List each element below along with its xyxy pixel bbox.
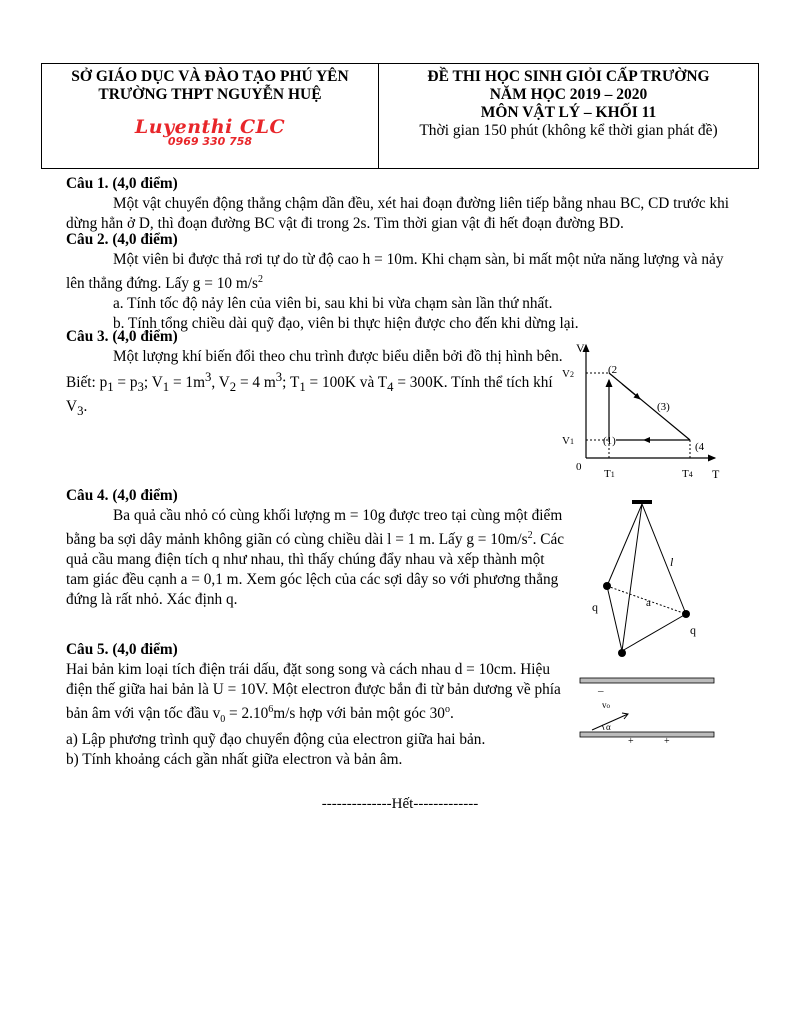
time-note: Thời gian 150 phút (không kể thời gian phát đề) — [419, 122, 718, 139]
side-left — [607, 586, 622, 651]
question-1-text: Một vật chuyển động thẳng chậm dần đều, xét hai đoạn đường liên tiếp bằng nhau BC, CD trước khi dừng hẳn ở D, thì đoạn đường BC vật đi trong 2s. Tìm thời gian vật đi hết đoạn đường BD. — [66, 195, 730, 232]
vt-cycle-diagram — [560, 340, 730, 490]
question-3-text: Một lượng khí biến đổi theo chu trình được biểu diễn bởi đồ thị hình bên. Biết: $p_1 = p_3$; $V_1 = 1m^3$, $V_2 = 4$ $m^3$; $T_1 = 100K$ và $T_4 = 300K$. Tính thể tích khí $V_3$. — [66, 348, 563, 419]
parallel-plates-diagram — [578, 672, 718, 747]
question-4-text: Ba quả cầu nhỏ có cùng khối lượng m = 10g được treo tại cùng một điểm bằng ba sợi dây mảnh không giãn có cùng chiều dài l = 1 m. Lấy $g = 10m/s^2$. Các quả cầu mang điện tích q như nhau, thì thấy chúng đẩy nhau và xếp thành một tam giác đều cạnh a = 0,1 m. Xem góc lệch của các sợi dây so với phương thẳng đứng là rất nhỏ. Xác định q. — [66, 507, 565, 609]
question-1-title: Câu 1. (4,0 điểm) — [66, 175, 178, 192]
question-2 — [66, 230, 734, 334]
plus-sign-1: + — [628, 736, 634, 747]
alpha-label: α — [606, 722, 611, 732]
state-4-label: (4 — [695, 441, 705, 453]
v1-label: V1 — [562, 435, 574, 447]
angle-arc — [602, 725, 604, 730]
question-2-title: Câu 2. (4,0 điểm) — [66, 231, 178, 248]
process-2-4 — [609, 373, 690, 440]
state-2-label: (2 — [608, 364, 618, 376]
charge-left-label: q — [592, 600, 598, 614]
t1-label: T1 — [604, 468, 615, 480]
sphere-front — [618, 649, 626, 657]
header-right — [379, 64, 758, 168]
positive-plate — [580, 732, 714, 737]
thread-front — [622, 504, 642, 651]
question-3-title: Câu 3. (4,0 điểm) — [66, 328, 178, 345]
side-bottom — [622, 614, 686, 651]
question-2-text: Một viên bi được thả rơi tự do từ độ cao h = 10m. Khi chạm sàn, bi mất một nửa năng lượng và nảy lên thẳng đứng. Lấy g = 10 $m/s^2$ — [66, 251, 724, 293]
department-name: SỞ GIÁO DỤC VÀ ĐÀO TẠO PHÚ YÊN — [71, 68, 349, 85]
process-2-4-arrow — [622, 384, 640, 399]
state-3-label: (3) — [657, 401, 670, 413]
side-a-label: a — [646, 597, 651, 609]
question-5 — [66, 640, 566, 770]
t-axis-label: T — [712, 467, 720, 481]
t4-label: T4 — [682, 468, 693, 480]
sphere-right — [682, 610, 690, 618]
exam-title: ĐỀ THI HỌC SINH GIỎI CẤP TRƯỜNG — [427, 68, 710, 85]
length-label: l — [670, 555, 674, 569]
question-3 — [66, 327, 566, 421]
v-axis-label: V — [576, 341, 585, 355]
question-4 — [66, 486, 568, 610]
charge-right-label: q — [690, 623, 696, 637]
header-left — [42, 64, 379, 168]
end-marker: --------------Hết------------- — [321, 796, 479, 812]
plus-sign-2: + — [664, 736, 670, 747]
sphere-left — [603, 582, 611, 590]
question-2-part-b: b. Tính tổng chiều dài quỹ đạo, viên bi thực hiện được cho đến khi dừng lại. — [113, 315, 579, 333]
school-year: NĂM HỌC 2019 – 2020 — [489, 86, 648, 103]
question-4-title: Câu 4. (4,0 điểm) — [66, 487, 178, 504]
v0-label: vo — [602, 700, 610, 710]
question-5-title: Câu 5. (4,0 điểm) — [66, 641, 178, 658]
negative-plate — [580, 678, 714, 683]
v2-label: V2 — [562, 368, 574, 380]
question-5-part-b: b) Tính khoảng cách gần nhất giữa electron và bản âm. — [66, 751, 403, 769]
question-5-part-a: a) Lập phương trình quỹ đạo chuyển động của electron giữa hai bản. — [66, 731, 486, 749]
state-1-label: (1) — [603, 435, 616, 447]
subject-grade: MÔN VẬT LÝ – KHỐI 11 — [480, 104, 657, 121]
exam-header — [41, 63, 759, 169]
question-1 — [66, 174, 734, 234]
question-2-part-a: a. Tính tốc độ nảy lên của viên bi, sau khi bi vừa chạm sàn lần thứ nhất. — [113, 295, 553, 313]
suspension-point — [632, 500, 652, 504]
origin-label: 0 — [576, 461, 582, 473]
school-name: TRƯỜNG THPT NGUYỄN HUỆ — [98, 86, 322, 103]
minus-sign: – — [598, 685, 604, 697]
question-5-text: Hai bản kim loại tích điện trái dấu, đặt song song và cách nhau d = 10cm. Hiệu điện thế giữa hai bản là U = 10V. Một electron được bắn đi từ bản dương về phía bản âm với vận tốc đầu $v_0 = 2.10^6m/s$ hợp với bản một góc 30$^o$. — [66, 661, 561, 726]
brand-logo: Luyenthi CLC — [134, 116, 286, 138]
brand-phone: 0969 330 758 — [167, 135, 253, 148]
charged-spheres-diagram — [580, 496, 720, 661]
